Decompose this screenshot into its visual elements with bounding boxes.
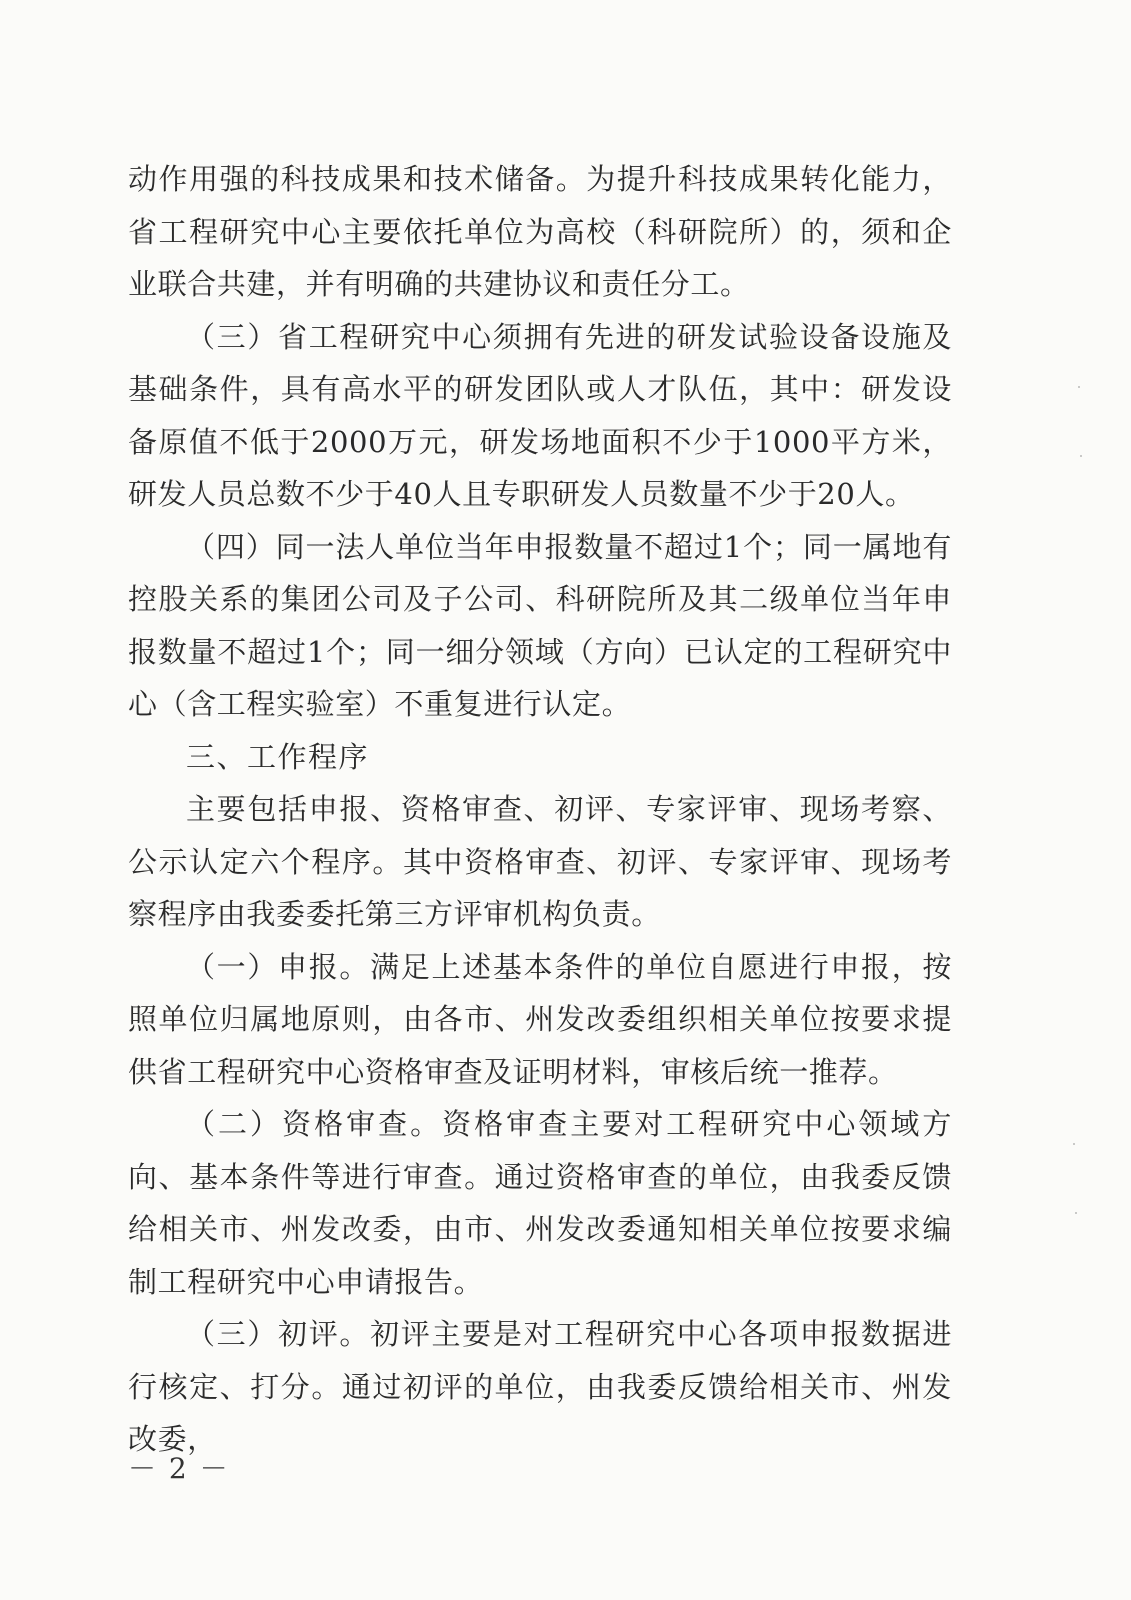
scan-speck [1073, 1143, 1075, 1145]
document-body [128, 153, 952, 1466]
scan-speck [1078, 386, 1080, 388]
paragraph-item-four: （四）同一法人单位当年申报数量不超过1个；同一属地有控股关系的集团公司及子公司、科研院所及其二级单位当年申报数量不超过1个；同一细分领域（方向）已认定的工程研究中心（含工程实验室）不重复进行认定。 [128, 529, 952, 721]
paragraph-item-three: （三）省工程研究中心须拥有先进的研发试验设备设施及基础条件，具有高水平的研发团队或人才队伍，其中：研发设备原值不低于2000万元，研发场地面积不少于1000平方米，研发人员总数不少于40人且专职研发人员数量不少于20人。 [128, 319, 952, 511]
page-number: － 2 － [128, 1452, 230, 1485]
scan-speck [1075, 1212, 1077, 1214]
section-heading: 三、工作程序 [186, 739, 370, 774]
scan-speck [1080, 455, 1082, 457]
paragraph-procedure-apply: （一）申报。满足上述基本条件的单位自愿进行申报，按照单位归属地原则，由各市、州发改委组织相关单位按要求提供省工程研究中心资格审查及证明材料，审核后统一推荐。 [128, 949, 952, 1089]
paragraph-procedure-qualification: （二）资格审查。资格审查主要对工程研究中心领域方向、基本条件等进行审查。通过资格审查的单位，由我委反馈给相关市、州发改委，由市、州发改委通知相关单位按要求编制工程研究中心申请报告。 [128, 1107, 952, 1299]
paragraph-procedure-preliminary: （三）初评。初评主要是对工程研究中心各项申报数据进行核定、打分。通过初评的单位，由我委反馈给相关市、州发改委， [128, 1317, 952, 1456]
paragraph-continuation: 动作用强的科技成果和技术储备。为提升科技成果转化能力，省工程研究中心主要依托单位为高校（科研院所）的，须和企业联合共建，并有明确的共建协议和责任分工。 [128, 162, 952, 301]
paragraph-procedure-overview: 主要包括申报、资格审查、初评、专家评审、现场考察、公示认定六个程序。其中资格审查、初评、专家评审、现场考察程序由我委委托第三方评审机构负责。 [128, 792, 952, 931]
